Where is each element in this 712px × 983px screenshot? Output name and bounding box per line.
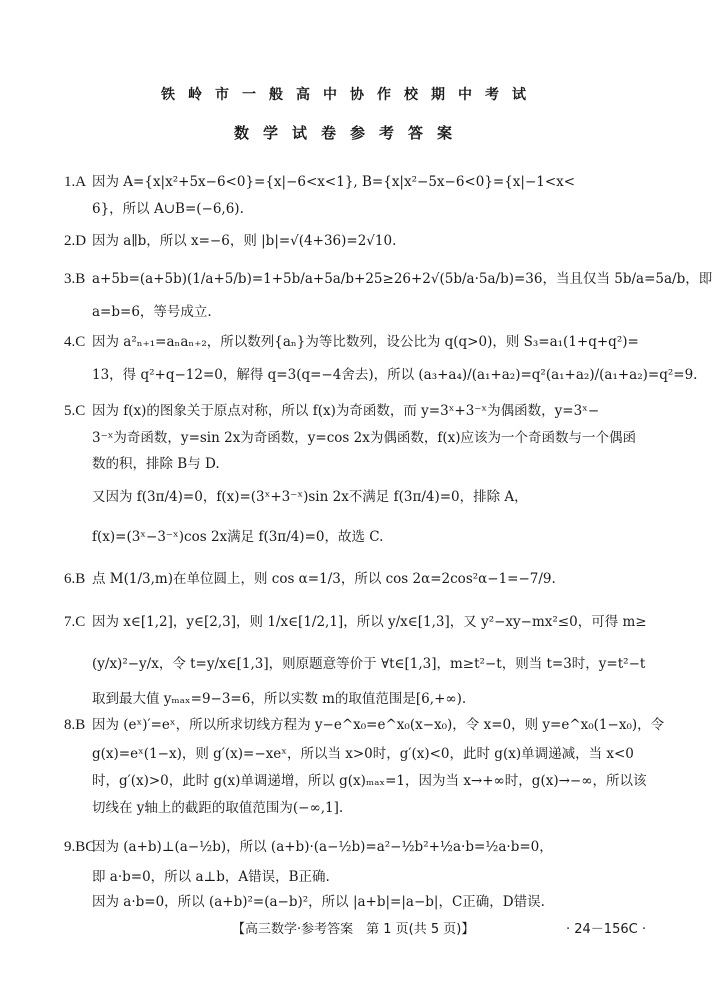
answer-text: 点 M(1/3,m)在单位圆上，则 cos α=1/3，所以 cos 2α=2cos²α−1=−7/9. — [92, 571, 556, 587]
question-number: 9.BC — [64, 839, 96, 855]
answer-text: 因为 f(x)的图象关于原点对称，所以 f(x)为奇函数，而 y=3ˣ+3⁻ˣ为偶函数，y=3ˣ− — [92, 403, 600, 419]
question-number: 6.B — [64, 571, 86, 587]
question-number: 7.C — [64, 614, 86, 630]
answer-text: 13，得 q²+q−12=0，解得 q=3(q=−4舍去)，所以 (a₃+a₄)/(a₁+a₂)=q²(a₁+a₂)/(a₁+a₂)=q²=9. — [92, 367, 698, 383]
answer-line — [64, 528, 649, 546]
answer-text: a+5b=(a+5b)(1/a+5/b)=1+5b/a+5a/b+25≥26+2√(5b/a·5a/b)=36，当且仅当 5b/a=5a/b，即 — [92, 271, 712, 287]
question-number: 8.B — [64, 717, 86, 733]
answer-text: (y/x)²−y/x，令 t=y/x∈[1,3]，则原题意等价于 ∀t∈[1,3]，m≥t²−t，则当 t=3时，y=t²−t — [92, 656, 646, 672]
answer-line — [64, 173, 649, 191]
answer-line — [64, 838, 649, 856]
answer-line — [64, 303, 649, 321]
answer-line — [64, 613, 649, 631]
answer-line — [64, 655, 649, 673]
answer-line — [64, 570, 649, 588]
answer-text: f(x)=(3ˣ−3⁻ˣ)cos 2x满足 f(3π/4)=0，故选 C. — [92, 529, 384, 545]
answer-text: 因为 (eˣ)′=eˣ，所以所求切线方程为 y−e^x₀=e^x₀(x−x₀)，令 x=0，则 y=e^x₀(1−x₀)，令 — [92, 717, 665, 733]
answer-text: 因为 a²ₙ₊₁=aₙaₙ₊₂，所以数列{aₙ}为等比数列，设公比为 q(q>0)，则 S₃=a₁(1+q+q²)= — [92, 334, 639, 350]
answer-text: 6}，所以 A∪B=(−6,6). — [92, 201, 244, 217]
question-number: 3.B — [64, 271, 86, 287]
answer-line — [64, 716, 665, 734]
answer-line — [64, 745, 649, 763]
answer-line — [64, 232, 649, 250]
question-number: 1.A — [64, 174, 87, 190]
document-title: 铁岭市一般高中协作校期中考试 — [161, 87, 539, 103]
answer-text: 因为 x∈[1,2]，y∈[2,3]，则 1/x∈[1/2,1]，所以 y/x∈[1,3]，又 y²−xy−mx²≤0，可得 m≥ — [92, 614, 647, 630]
answer-text: g(x)=eˣ(1−x)，则 g′(x)=−xeˣ，所以当 x>0时，g′(x)<0，此时 g(x)单调递减，当 x<0 — [92, 746, 634, 762]
question-number: 5.C — [64, 403, 86, 419]
answer-text: 取到最大值 yₘₐₓ=9−3=6，所以实数 m的取值范围是[6,+∞). — [92, 691, 467, 707]
answer-line — [64, 333, 649, 351]
question-number: 2.D — [64, 233, 87, 249]
answer-line — [64, 270, 712, 288]
document-subtitle: 数学试卷参考答案 — [233, 124, 466, 142]
answer-text: 时，g′(x)>0，此时 g(x)单调递增，所以 g(x)ₘₐₓ=1，因为当 x→+∞时，g(x)→−∞，所以该 — [92, 773, 647, 789]
footer-code: · 24－156C · — [566, 922, 646, 937]
answer-line — [64, 772, 649, 790]
answer-line — [64, 366, 698, 384]
answer-line — [64, 455, 649, 473]
answer-text: a=b=6，等号成立. — [92, 304, 212, 320]
answer-line — [64, 799, 649, 817]
answer-text: 即 a·b=0，所以 a⊥b，A错误，B正确. — [92, 869, 330, 885]
answer-line — [64, 868, 649, 886]
answer-line — [64, 200, 649, 218]
answer-line — [64, 690, 649, 708]
answer-line — [64, 429, 649, 447]
footer-page-info: 【高三数学·参考答案 第 1 页(共 5 页)】 — [232, 922, 475, 937]
answer-text: 因为 (a+b)⊥(a−½b)，所以 (a+b)·(a−½b)=a²−½b²+½a·b=½a·b=0， — [92, 839, 553, 855]
answer-text: 又因为 f(3π/4)=0，f(x)=(3ˣ+3⁻ˣ)sin 2x不满足 f(3π/4)=0，排除 A， — [92, 489, 528, 505]
answer-text: 数的积，排除 B与 D. — [92, 456, 220, 472]
answer-text: 3⁻ˣ为奇函数，y=sin 2x为奇函数，y=cos 2x为偶函数，f(x)应该为一个奇函数与一个偶函 — [92, 430, 637, 446]
answer-text: 因为 a∥b，所以 x=−6，则 |b|=√(4+36)=2√10. — [92, 233, 397, 249]
answer-line — [64, 488, 649, 506]
answer-text: 切线在 y轴上的截距的取值范围为(−∞,1]. — [92, 800, 344, 816]
answer-line — [64, 893, 649, 911]
answer-text: 因为 a·b=0，所以 (a+b)²=(a−b)²，所以 |a+b|=|a−b|，C正确，D错误. — [92, 894, 545, 910]
question-number: 4.C — [64, 334, 86, 350]
answer-line — [64, 402, 649, 420]
answer-text: 因为 A={x|x²+5x−6<0}={x|−6<x<1}, B={x|x²−5x−6<0}={x|−1<x< — [92, 174, 576, 190]
